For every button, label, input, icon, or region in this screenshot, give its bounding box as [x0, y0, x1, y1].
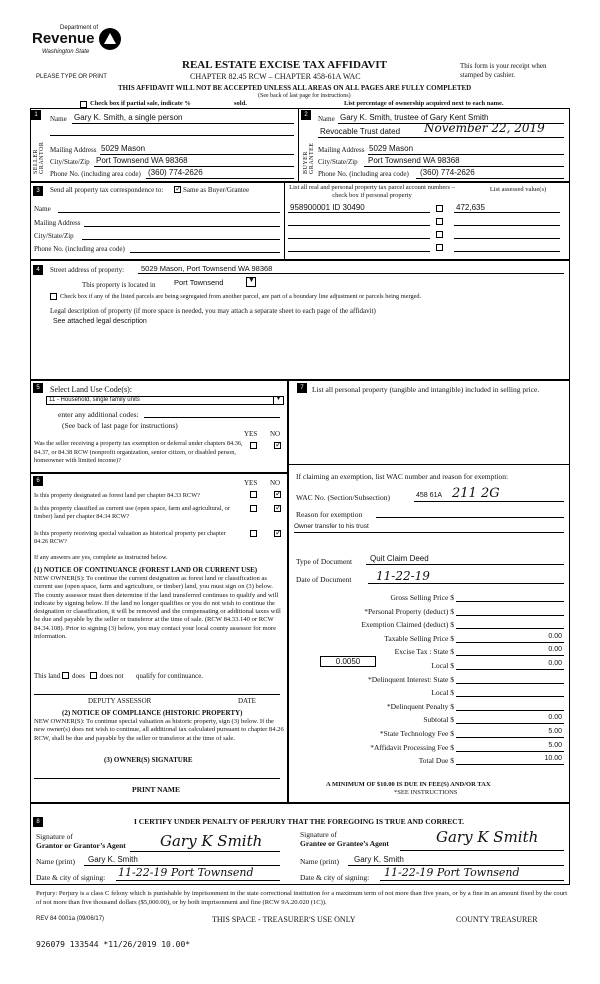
notice1-title: (1) NOTICE OF CONTINUANCE (FOREST LAND OR CURRENT USE) [34, 566, 258, 574]
notice2-text: NEW OWNER(S): To continue special valuation as historic property, sign (3) below. If the new owner(s) does not wish to continue, all additional tax calculated pursuant to chapter 84.26 RCW, shall be due and payable by the seller or transferor at the time of sale. [34, 718, 284, 742]
historic-no-checkbox[interactable] [274, 530, 281, 537]
dept-small: Department of [60, 25, 99, 31]
certify-statement: I CERTIFY UNDER PENALTY OF PERJURY THAT THE FOREGOING IS TRUE AND CORRECT. [134, 817, 465, 826]
doc-date-line [368, 583, 564, 584]
s6-no-header: NO [270, 479, 281, 487]
s3-city-line [82, 239, 280, 240]
county-treasurer: COUNTY TREASURER [456, 915, 538, 924]
s1-mail-line [100, 154, 294, 155]
grantor-date-value[interactable]: 11-22-19 Port Townsend [118, 866, 254, 879]
section-7 [288, 380, 570, 803]
exemption-no-checkbox[interactable] [274, 442, 281, 449]
rev-number: REV 84 0001a (09/06/17) [36, 916, 105, 922]
does-checkbox[interactable] [62, 672, 69, 679]
s2-name-label: Name [318, 115, 335, 123]
tax-row-line [456, 764, 564, 765]
forest-no-checkbox[interactable] [274, 491, 281, 498]
see-instructions: *SEE INSTRUCTIONS [394, 789, 458, 796]
s1-name-label: Name [50, 115, 67, 123]
tax-row-label: Total Due $ [418, 756, 454, 765]
tax-row-line [456, 655, 564, 656]
grantor-sig-label2: Grantor or Grantor’s Agent [36, 841, 126, 850]
does-not-label: does not [100, 672, 124, 680]
assessed-header: List assessed value(s) [489, 186, 547, 193]
current-use-no-checkbox[interactable] [274, 505, 281, 512]
section-4-badge: 4 [33, 265, 43, 275]
dept-state: Washington State [42, 49, 90, 55]
exemption-yes-checkbox[interactable] [250, 442, 257, 449]
located-dropdown-button[interactable] [246, 277, 256, 287]
doc-type-value[interactable]: Quit Claim Deed [370, 554, 429, 563]
tax-row-label: *Affidavit Processing Fee $ [370, 743, 454, 752]
current-use-question: Is this property classified as current use (open space, farm and agricultural, or timber) land per chapter 84.34 RCW? [34, 505, 230, 520]
s7-top-divider [288, 464, 570, 465]
s1-mail-label: Mailing Address [50, 146, 97, 154]
s2-phone-value[interactable]: (360) 774-2626 [420, 168, 475, 177]
form-chapter: CHAPTER 82.45 RCW – CHAPTER 458-61A WAC [190, 72, 361, 81]
deputy-label: DEPUTY ASSESSOR [88, 697, 152, 705]
assessed-line-3 [454, 238, 560, 239]
same-as-buyer-label: Same as Buyer/Grantee [183, 186, 250, 194]
s5-no-header: NO [270, 430, 281, 438]
grantee-name-value[interactable]: Gary K. Smith [354, 855, 404, 864]
tax-row-line [456, 696, 564, 697]
historic-yes-checkbox[interactable] [250, 530, 257, 537]
deputy-line [34, 694, 280, 695]
if-yes-note: If any answers are yes, complete as instructed below. [34, 554, 168, 561]
grantor-sig-label1: Signature of [36, 832, 73, 841]
notice1-text: NEW OWNER(S): To continue the current designation as forest land or classification as current use (open space, farm and agriculture, or timber) land, you must sign on (3) below. The county assessor must then determine if the land transferred continues to qualify and will indicate by signing below. If the land no longer qualifies or you do not wish to continue the designation or classification, it will be removed and the compensating or additional taxes will be due and payable by the seller or transferor at the time of sale. (RCW 84.33.140 or RCW 84.34.108). Prior to signing (3) below, you may contact your local county assessor for more information. [34, 575, 281, 641]
does-not-checkbox[interactable] [90, 672, 97, 679]
legal-value[interactable]: See attached legal description [53, 318, 147, 325]
s5-see-back: (See back of last page for instructions) [62, 421, 178, 430]
land-use-chevron-icon[interactable]: ▼ [273, 396, 283, 404]
s2-phone-line [416, 178, 564, 179]
tax-row-value[interactable]: 0.00 [548, 660, 562, 667]
section-divider-1-2 [298, 108, 299, 182]
grantee-signature[interactable]: Gary K Smith [436, 828, 539, 846]
local-rate-box[interactable] [320, 656, 376, 667]
section-1-badge: 1 [31, 110, 41, 120]
section-7-badge: 7 [297, 383, 307, 393]
exemption-wac-label: If claiming an exemption, list WAC number and reason for exemption: [296, 472, 509, 481]
section-5-badge: 5 [33, 383, 43, 393]
tax-row-label: Subtotal $ [423, 715, 454, 724]
tax-row-label: *Delinquent Penalty $ [386, 702, 454, 711]
section-3-badge: 3 [33, 186, 43, 196]
additional-codes-label: enter any additional codes: [58, 410, 139, 419]
grantor-sig-line [130, 851, 280, 852]
s3-city-label: City/State/Zip [34, 232, 74, 240]
tax-row-value[interactable]: 5.00 [548, 742, 562, 749]
this-land-label: This land [34, 672, 61, 680]
section-6-badge: 6 [33, 476, 43, 486]
tax-row-label: Exemption Claimed (deduct) $ [361, 620, 454, 629]
grantee-sig-line [400, 850, 564, 851]
legal-label: Legal description of property (if more space is needed, you may attach a separate sheet to each page of the affidavit) [50, 307, 376, 315]
s1-name-value[interactable]: Gary K. Smith, a single person [74, 113, 183, 122]
doc-type-line [366, 564, 564, 565]
see-back-note: (See back of last page for instructions) [258, 93, 351, 99]
print-name-label: PRINT NAME [132, 785, 180, 794]
wac-line [414, 501, 564, 502]
land-use-select[interactable] [46, 396, 284, 405]
s1-phone-label: Phone No. (including area code) [50, 170, 141, 178]
grantee-name-label: Name (print) [300, 857, 339, 866]
segregated-checkbox[interactable] [50, 293, 57, 300]
s3-phone-line [130, 252, 280, 253]
tax-row-label: *State Technology Fee $ [379, 729, 454, 738]
tax-row-value[interactable]: 5.00 [548, 728, 562, 735]
partial-sale-label: Check box if partial sale, indicate % [90, 100, 191, 107]
assessed-line-2 [454, 225, 560, 226]
s3-mail-line [84, 226, 280, 227]
assessed-line-4 [454, 251, 560, 252]
please-type: PLEASE TYPE OR PRINT [36, 74, 107, 80]
parcel-line-2 [288, 225, 430, 226]
exemption-question: Was the seller receiving a property tax exemption or deferral under chapters 84.36, 84.37, or 84.38 RCW (nonprofit organization, senior citizen, or disabled person, homeowner with limited income)? [34, 440, 243, 464]
tax-row-line [456, 683, 564, 684]
doc-date-label: Date of Document [296, 575, 352, 584]
assessed-value[interactable]: 472,635 [456, 203, 485, 212]
tax-row-label: *Personal Property (deduct) $ [364, 607, 454, 616]
forest-question: Is this property designated as forest land per chapter 84.33 RCW? [34, 492, 200, 499]
land-use-label: Select Land Use Code(s): [50, 385, 132, 394]
tax-row-label: *Delinquent Interest: State $ [367, 675, 454, 684]
grantor-signature[interactable]: Gary K Smith [160, 832, 263, 850]
section-2-badge: 2 [301, 110, 311, 120]
tax-row-label: Taxable Selling Price $ [384, 634, 454, 643]
tax-row-line [456, 642, 564, 643]
grantee-sig-label1: Signature of [300, 830, 337, 839]
s2-mail-line [368, 154, 564, 155]
parcel-2-personal-checkbox[interactable] [436, 218, 443, 225]
parcel-line-1 [288, 212, 430, 213]
tax-row-line [456, 669, 564, 670]
s1-phone-line [146, 178, 294, 179]
revenue-logo [30, 22, 130, 64]
reason-label: Reason for exemption [296, 510, 363, 519]
ownership-note: List percentage of ownership acquired next to each name. [344, 100, 504, 107]
tax-row-value[interactable]: 0.00 [548, 633, 562, 640]
parcel-4-personal-checkbox[interactable] [436, 244, 443, 251]
s2-name-value1[interactable]: Gary K. Smith, trustee of Gary Kent Smith [340, 113, 489, 122]
reason-line2 [294, 532, 564, 533]
s1-city-value[interactable]: Port Townsend WA 98368 [96, 156, 188, 165]
parcel-1-personal-checkbox[interactable] [436, 205, 443, 212]
receipt-line: 926079 133544 *11/26/2019 10.00* [36, 940, 191, 949]
s3-name-label: Name [34, 205, 51, 213]
form-title: REAL ESTATE EXCISE TAX AFFIDAVIT [182, 59, 387, 71]
land-use-value: 11 - Household, single family units [49, 397, 140, 403]
wac-no-label: WAC No. (Section/Subsection) [296, 493, 390, 502]
doc-date-value[interactable]: 11-22-19 [376, 569, 430, 583]
form-warning: THIS AFFIDAVIT WILL NOT BE ACCEPTED UNLESS ALL AREAS ON ALL PAGES ARE FULLY COMPLETED [118, 84, 472, 92]
s2-city-value[interactable]: Port Townsend WA 98368 [368, 156, 460, 165]
tax-row-label: Gross Selling Price $ [390, 593, 454, 602]
treasurer-space: THIS SPACE - TREASURER'S USE ONLY [212, 915, 356, 924]
s3-send-label: Send all property tax correspondence to: [50, 186, 164, 194]
revenue-logo-icon [98, 26, 122, 52]
assessed-line-1 [454, 212, 560, 213]
s3-mail-label: Mailing Address [34, 219, 81, 227]
s2-mail-label: Mailing Address [318, 146, 365, 154]
s6-yes-header: YES [244, 479, 258, 487]
chevron-down-icon: ▼ [248, 276, 255, 284]
grantee-sig-label2: Grantee or Grantee’s Agent [300, 839, 389, 848]
segregated-label: Check box if any of the listed parcels are being segregated from another parcel, are part of a boundary line adjustment or parcels being merged. [60, 293, 422, 300]
s1-mail-value[interactable]: 5029 Mason [101, 144, 146, 153]
tax-row-value[interactable]: 10.00 [544, 755, 562, 762]
sold-label: sold. [234, 100, 247, 107]
dept-name: Revenue [32, 30, 95, 47]
located-label: This property is located in [82, 281, 156, 289]
grantee-date-value[interactable]: 11-22-19 Port Townsend [384, 866, 520, 879]
reason-line [376, 517, 564, 518]
personal-prop-label: List all personal property (tangible and intangible) included in selling price. [312, 385, 540, 394]
street-line [138, 273, 564, 274]
grantor-date-label: Date & city of signing: [36, 873, 106, 882]
parcel-line-4 [288, 251, 430, 252]
grantor-name-label: Name (print) [36, 857, 75, 866]
s1-city-line [94, 166, 294, 167]
notice2-title: (2) NOTICE OF COMPLIANCE (HISTORIC PROPERTY) [62, 709, 243, 717]
s2-name-line2 [318, 137, 564, 138]
buyer-grantee-label: BUYER GRANTEE [303, 142, 315, 174]
located-select-value: Port Townsend [174, 278, 224, 287]
tax-row-label: Local $ [431, 688, 454, 697]
partial-sale-checkbox[interactable] [80, 101, 87, 108]
tax-row-line [456, 628, 564, 629]
tax-row-line [456, 737, 564, 738]
wac-no-hand[interactable]: 211 2G [452, 486, 500, 501]
qualify-label: qualify for continuance. [136, 672, 204, 680]
street-value[interactable]: 5029 Mason, Port Townsend WA 98368 [141, 264, 273, 273]
wac-no-value[interactable]: 458 61A [416, 492, 443, 499]
forest-yes-checkbox[interactable] [250, 491, 257, 498]
tax-row-value[interactable]: 0.00 [548, 714, 562, 721]
additional-codes-input[interactable] [144, 417, 280, 418]
parcel-header: List all real and personal property tax parcel account numbers – check box if personal property [289, 184, 455, 199]
section-3-divider [284, 182, 285, 260]
date-label: DATE [238, 697, 256, 705]
tax-row-label: Excise Tax : State $ [394, 647, 454, 656]
s5-yes-header: YES [244, 430, 258, 438]
tax-row-line [456, 601, 564, 602]
s2-city-label: City/State/Zip [318, 158, 358, 166]
grantee-date-line [380, 880, 564, 881]
section-8-badge: 8 [33, 817, 43, 827]
tax-row-line [456, 751, 564, 752]
s2-mail-value[interactable]: 5029 Mason [369, 144, 414, 153]
historic-question: Is this property receiving special valuation as historical property per chapter 84.26 RCW? [34, 530, 226, 545]
seller-grantor-label: SELLER GRANTOR [33, 141, 45, 174]
receipt-note: This form is your receipt when stamped by cashier. [460, 62, 547, 79]
same-as-buyer-checkbox[interactable] [174, 186, 181, 193]
local-rate-value: 0.0050 [335, 657, 361, 666]
s1-name-line2 [50, 135, 294, 136]
owner-signature-label: (3) OWNER(S) SIGNATURE [104, 756, 193, 764]
minimum-note: A MINIMUM OF $10.00 IS DUE IN FEE(S) AND/OR TAX [326, 781, 491, 788]
s3-name-line [58, 212, 280, 213]
grantor-name-value[interactable]: Gary K. Smith [88, 855, 138, 864]
s2-name-value2[interactable]: Revocable Trust dated [320, 127, 401, 136]
s2-city-line [364, 166, 564, 167]
street-label: Street address of property: [50, 266, 125, 274]
s1-phone-value[interactable]: (360) 774-2626 [148, 168, 203, 177]
s1-city-label: City/State/Zip [50, 158, 90, 166]
s2-phone-label: Phone No. (including area code) [318, 170, 409, 178]
grantor-date-line [116, 880, 280, 881]
parcel-value[interactable]: 958900001 ID 30490 [290, 203, 365, 212]
perjury-note: Perjury: Perjury is a class C felony which is punishable by imprisonment in the state correctional institution for a maximum term of not more than five years, or by a fine in an amount fixed by the court of not more than five thousand dollars ($5,000.00), or by both imprisonment and fine (RCW 9A.20.020 (1C)). [36, 890, 568, 906]
parcel-3-personal-checkbox[interactable] [436, 231, 443, 238]
tax-row-value[interactable]: 0.00 [548, 646, 562, 653]
tax-row-line [456, 723, 564, 724]
s2-name-date[interactable]: November 22, 2019 [424, 121, 545, 135]
owner-signature-line[interactable] [34, 778, 280, 779]
does-label: does [72, 672, 85, 680]
s3-phone-label: Phone No. (including area code) [34, 245, 125, 253]
tax-row-line [456, 615, 564, 616]
tax-row-line [456, 710, 564, 711]
reason-value[interactable]: Owner transfer to his trust [294, 523, 369, 530]
current-use-yes-checkbox[interactable] [250, 505, 257, 512]
grantee-date-label: Date & city of signing: [300, 873, 370, 882]
s1-name-line [72, 123, 294, 124]
doc-type-label: Type of Document [296, 557, 353, 566]
tax-row-label: Local $ [431, 661, 454, 670]
parcel-line-3 [288, 238, 430, 239]
